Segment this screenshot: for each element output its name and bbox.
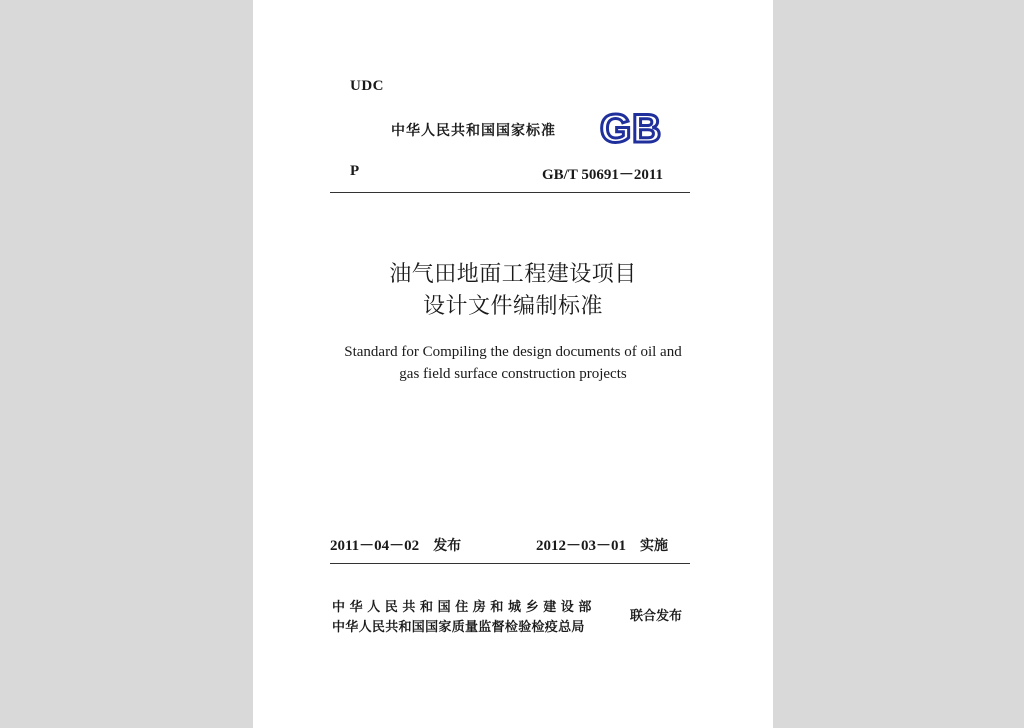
gb-logo-icon: [593, 107, 669, 149]
authority-ministry: 中华人民共和国住房和城乡建设部: [332, 600, 597, 615]
national-standard-label: 中华人民共和国国家标准: [391, 123, 556, 139]
issue-date-row: [330, 534, 461, 555]
implement-date: 2012－03－01: [536, 538, 627, 554]
authority-aqsiq: 中华人民共和国国家质量监督检验检疫总局: [332, 620, 585, 635]
gb-logo-text: GB: [600, 107, 662, 149]
standard-number: GB/T 50691－2011: [542, 167, 663, 183]
issue-date: 2011－04－02: [330, 538, 420, 554]
title-cn-line2: 设计文件编制标准: [422, 294, 603, 319]
bottom-divider: [330, 563, 690, 564]
title-cn-line1: 油气田地面工程建设项目: [389, 262, 637, 287]
implement-date-row: [536, 534, 668, 555]
title-en-line2: gas field surface construction projects: [399, 366, 627, 382]
udc-label: UDC: [350, 78, 384, 94]
joint-issue-label: 联合发布: [630, 609, 683, 624]
top-divider: [330, 192, 690, 193]
document-page: [253, 0, 773, 728]
title-en-line1: Standard for Compiling the design documents of oil and: [344, 344, 682, 360]
implement-label: 实施: [640, 538, 669, 554]
category-code: P: [350, 163, 360, 179]
issue-label: 发布: [433, 538, 462, 554]
